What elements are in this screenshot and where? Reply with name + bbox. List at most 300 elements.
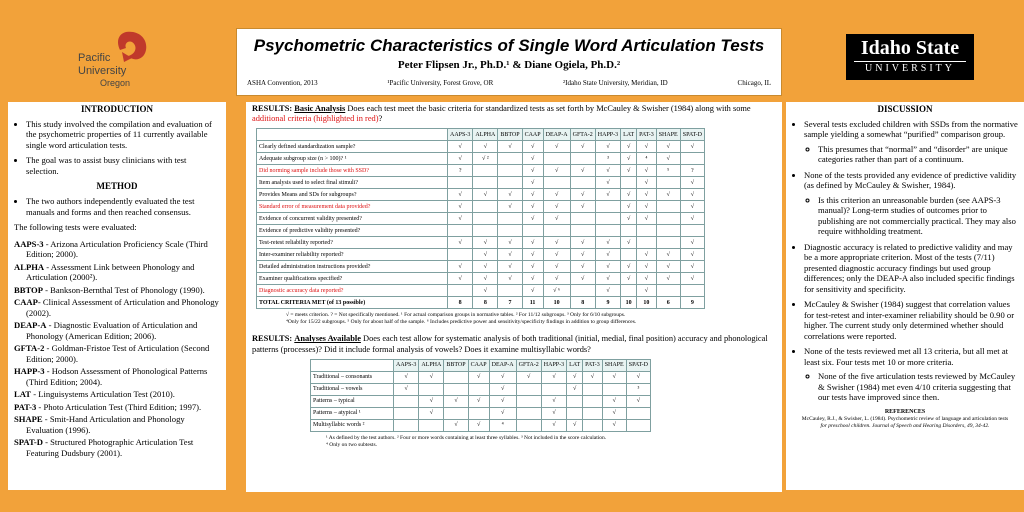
table-cell: √ — [637, 201, 657, 213]
analyses-available-table — [310, 359, 651, 432]
intro-bullet: • This study involved the compilation and evaluation of the psychometric properties of 11 currently available single word articulation tests. — [26, 119, 220, 150]
table-cell — [621, 177, 637, 189]
table-cell: √ — [680, 189, 704, 201]
table-cell: √ — [473, 261, 498, 273]
table-header-cell: GFTA-2 — [516, 359, 541, 371]
table-cell: √ — [656, 261, 680, 273]
total-cell: 6 — [656, 297, 680, 309]
table-cell: √ — [567, 371, 583, 383]
table-header-cell: BBTOP — [444, 359, 468, 371]
test-list-item — [14, 437, 220, 458]
table-cell — [637, 237, 657, 249]
table-total-row — [257, 297, 705, 309]
discussion-bullet — [804, 299, 1018, 341]
test-list-item — [14, 389, 220, 399]
table-cell: √ — [473, 237, 498, 249]
table-cell — [473, 177, 498, 189]
table-cell — [626, 419, 650, 431]
table-cell: √ — [543, 165, 570, 177]
discussion-heading: DISCUSSION — [877, 104, 933, 114]
row-label: Item analysis used to select final stimuli? — [257, 177, 448, 189]
table-header-cell: ALPHA — [419, 359, 444, 371]
table-cell: √ — [448, 237, 473, 249]
table-cell — [522, 225, 543, 237]
table-cell: √ — [419, 371, 444, 383]
discussion-text: Several tests excluded children with SSDs from the normative sample yielding a somewhat “purified” comparison group. — [804, 118, 1018, 140]
table-cell — [444, 371, 468, 383]
table-cell: √ — [656, 249, 680, 261]
table-cell — [394, 407, 419, 419]
table1-notes — [246, 309, 782, 326]
table-cell — [656, 225, 680, 237]
table-cell: √ — [522, 261, 543, 273]
table-cell — [570, 153, 595, 165]
table-cell: √ — [543, 201, 570, 213]
table-header-row — [257, 129, 705, 141]
table-cell: √ — [522, 213, 543, 225]
test-list-item — [14, 262, 220, 283]
discussion-text: Diagnostic accuracy is related to predictive validity and may be a more appropriate criterion. Most of the tests (7/11) presented diagnostic accuracy findings but used group differences; only the DEAP-A also included specific findings for sensitivity and specificity. — [804, 241, 1015, 294]
table-cell: √ — [498, 273, 522, 285]
table-cell: √ — [621, 261, 637, 273]
table-cell: √ — [541, 419, 566, 431]
table-header-blank — [257, 129, 448, 141]
table-cell — [444, 383, 468, 395]
table-cell: √ — [680, 201, 704, 213]
table-cell: √ — [444, 419, 468, 431]
table-cell — [543, 177, 570, 189]
table-row — [257, 225, 705, 237]
row-label: Patterns – typical — [311, 395, 394, 407]
method-list — [14, 196, 220, 217]
results2-sub: Analyses Available — [294, 334, 361, 344]
table-row — [257, 261, 705, 273]
table-cell: √ — [468, 371, 489, 383]
test-desc: - Assessment Link between Phonology and Articulation (2000²). — [26, 261, 195, 283]
total-cell: 10 — [637, 297, 657, 309]
test-desc: - Hodson Assessment of Phonological Patterns (Third Edition; 2004). — [26, 366, 208, 387]
row-label: Evidence of concurrent validity presented? — [257, 213, 448, 225]
table-cell: √ — [621, 237, 637, 249]
table-cell: √ — [656, 153, 680, 165]
table-header-cell: PAT-3 — [583, 359, 603, 371]
table-cell: √ — [621, 141, 637, 153]
table-cell — [583, 419, 603, 431]
table-cell: √ — [448, 213, 473, 225]
table-cell — [621, 285, 637, 297]
table-cell: √ — [522, 249, 543, 261]
table-cell: √ — [468, 419, 489, 431]
intro-list — [14, 119, 220, 176]
row-label: Multisyllabic words ² — [311, 419, 394, 431]
test-abbr: LAT — [14, 389, 32, 400]
table-cell: √ — [448, 189, 473, 201]
table-row — [311, 395, 651, 407]
table-cell: √ — [621, 189, 637, 201]
table-cell — [680, 285, 704, 297]
table-cell: √ — [489, 383, 516, 395]
table-header-cell: PAT-3 — [637, 129, 657, 141]
table-cell: √ — [602, 371, 626, 383]
table-cell — [656, 213, 680, 225]
left-column — [8, 102, 226, 490]
table-cell: √ — [570, 237, 595, 249]
test-desc: - Linguisystems Articulation Test (2010). — [31, 389, 175, 400]
table-cell: √ — [473, 141, 498, 153]
table-cell — [656, 177, 680, 189]
table-cell — [498, 153, 522, 165]
test-abbr: PAT-3 — [14, 401, 37, 412]
table-cell — [543, 225, 570, 237]
test-abbr: CAAP — [14, 297, 38, 308]
table-row — [257, 201, 705, 213]
table-cell — [516, 419, 541, 431]
table-row — [257, 189, 705, 201]
table-cell — [583, 383, 603, 395]
table-cell: √ — [595, 177, 620, 189]
table-cell: √ — [448, 201, 473, 213]
test-abbr: ALPHA — [14, 261, 45, 272]
logo-text-pacific: Pacific — [78, 52, 111, 64]
table-cell: √ — [656, 141, 680, 153]
affiliation-line — [237, 79, 781, 87]
test-list-item — [14, 239, 220, 260]
table-cell — [448, 225, 473, 237]
table-header-cell: CAAP — [468, 359, 489, 371]
discussion-text: None of the tests reviewed met all 13 criteria, but all met at least six. Four tests met 10 or more criteria. — [804, 346, 1009, 367]
table-cell: √ — [489, 371, 516, 383]
table-header-cell: ALPHA — [473, 129, 498, 141]
table-cell: √ — [522, 177, 543, 189]
table-cell: √ — [394, 371, 419, 383]
results1-label: RESULTS: — [252, 104, 293, 113]
table-cell — [656, 285, 680, 297]
table-cell: √ — [595, 141, 620, 153]
total-cell: 7 — [498, 297, 522, 309]
test-list-item — [14, 320, 220, 341]
table-header-cell: SHAPE — [656, 129, 680, 141]
table-header-row — [311, 359, 651, 371]
table-header-cell: DEAP-A — [543, 129, 570, 141]
table-row — [311, 419, 651, 431]
table-cell: √ — [602, 407, 626, 419]
table-cell — [498, 285, 522, 297]
table-cell: √ — [656, 273, 680, 285]
total-cell: 8 — [473, 297, 498, 309]
table-cell — [419, 419, 444, 431]
table-cell — [541, 383, 566, 395]
table-cell: ⁴ — [489, 419, 516, 431]
table-cell: √ — [595, 189, 620, 201]
table-cell: √ — [541, 395, 566, 407]
table-header-cell: CAAP — [522, 129, 543, 141]
table-cell: √ — [448, 153, 473, 165]
test-list-item — [14, 297, 220, 318]
logo-text-oregon: Oregon — [100, 78, 131, 88]
table-cell: √ — [621, 213, 637, 225]
table-cell — [516, 383, 541, 395]
table-cell: √ — [621, 165, 637, 177]
discussion-subbullet: ◦ Is this criterion an unreasonable burden (see AAPS-3 manual)? Long-term studies of outcomes prior to publishing are not commercially practical. They may also require withholding treatment. — [818, 195, 1018, 237]
table-cell: √ — [444, 395, 468, 407]
table-row — [257, 273, 705, 285]
discussion-text: None of the tests provided any evidence of predictive validity (as defined by McCauley & Swisher, 1984). — [804, 169, 1017, 191]
table-cell: √ ² — [473, 153, 498, 165]
table-cell: √ — [498, 189, 522, 201]
table-cell — [602, 383, 626, 395]
table-header-cell: SPAT-D — [626, 359, 650, 371]
test-desc: - Bankson-Bernthal Test of Phonology (1990). — [42, 284, 205, 295]
tests-intro: The following tests were evaluated: — [14, 222, 137, 233]
middle-column — [246, 102, 782, 492]
table-cell: √ — [522, 273, 543, 285]
table-header-cell: LAT — [621, 129, 637, 141]
table-cell: √ — [522, 285, 543, 297]
table-row — [257, 153, 705, 165]
table-header-cell: BBTOP — [498, 129, 522, 141]
discussion-sublist — [804, 371, 1018, 402]
table-cell — [595, 225, 620, 237]
affiliation-1: ¹Pacific University, Forest Grove, OR — [387, 79, 494, 87]
table-cell: √ — [621, 201, 637, 213]
table-cell — [567, 407, 583, 419]
table-cell: √ — [543, 237, 570, 249]
table2-note-2: ⁴ Only on two subtests. — [326, 441, 377, 448]
discussion-bullet — [804, 242, 1018, 294]
table-cell: √ — [595, 249, 620, 261]
idaho-state-logo — [846, 34, 974, 80]
table-cell — [473, 213, 498, 225]
table-cell — [444, 407, 468, 419]
table-cell — [473, 225, 498, 237]
table-cell — [583, 407, 603, 419]
table2-notes — [246, 432, 782, 449]
table-cell — [680, 153, 704, 165]
table-cell: √ — [448, 261, 473, 273]
row-label: Detailed administration instructions provided? — [257, 261, 448, 273]
row-label: Provides Means and SDs for subgroups? — [257, 189, 448, 201]
total-cell: 9 — [680, 297, 704, 309]
table-cell: √ — [448, 141, 473, 153]
table-cell: √ — [595, 237, 620, 249]
table-cell: √ — [468, 395, 489, 407]
table-cell: √ — [448, 273, 473, 285]
table-cell: √ — [489, 395, 516, 407]
table-cell — [621, 225, 637, 237]
table-cell: √ — [419, 395, 444, 407]
table-cell: √ — [656, 189, 680, 201]
results2-text: Does each test allow for systematic analysis of both traditional (initial, medial, final position) accuracy and phonological patterns (processes)? Did it include formal analysis of vowels? Does it examine multisyllabic words? — [252, 334, 768, 354]
table-cell: √ — [522, 153, 543, 165]
table-cell: √ — [394, 383, 419, 395]
row-label: Traditional – vowels — [311, 383, 394, 395]
table-cell: ? — [448, 165, 473, 177]
row-label: Evidence of predictive validity presented? — [257, 225, 448, 237]
table-cell: √ — [543, 273, 570, 285]
table-header-cell: HAPP-3 — [595, 129, 620, 141]
table-cell — [570, 213, 595, 225]
table-cell: √ — [473, 285, 498, 297]
table-cell: √ — [473, 249, 498, 261]
results1-intro — [246, 102, 782, 128]
table-cell: √ — [567, 419, 583, 431]
results2-intro — [246, 326, 782, 358]
table-cell: √ — [522, 237, 543, 249]
table-cell: √ — [570, 249, 595, 261]
discussion-bullet — [804, 346, 1018, 402]
table-cell — [498, 165, 522, 177]
reference-line-1: McCauley, R.J., & Swisher, L. (1984). Psychometric review of language and articulation tests — [801, 415, 1009, 422]
row-label: Clearly defined standardization sample? — [257, 141, 448, 153]
table-cell — [448, 177, 473, 189]
table-cell: √ — [680, 177, 704, 189]
test-desc: - Arizona Articulation Proficiency Scale (Third Edition; 2000). — [26, 238, 208, 260]
total-cell: 8 — [570, 297, 595, 309]
table-cell — [570, 285, 595, 297]
table-cell: √ — [626, 371, 650, 383]
poster-authors: Peter Flipsen Jr., Ph.D.¹ & Diane Ogiela, Ph.D.² — [397, 59, 621, 71]
table-row — [311, 371, 651, 383]
discussion-subbullet: ◦ This presumes that “normal” and “disorder” are unique categories rather than part of a continuum. — [818, 144, 1018, 165]
table-cell: √ — [637, 141, 657, 153]
table-cell: √ — [498, 141, 522, 153]
table-cell — [570, 177, 595, 189]
row-label: Diagnostic accuracy data reported? — [257, 285, 448, 297]
table-cell: √ — [570, 273, 595, 285]
intro-heading: INTRODUCTION — [80, 104, 153, 114]
row-label: Inter-examiner reliability reported? — [257, 249, 448, 261]
table-cell: √ ⁶ — [543, 285, 570, 297]
table-cell — [543, 153, 570, 165]
table-cell: √ — [637, 189, 657, 201]
discussion-subbullet: ◦ None of the five articulation tests reviewed by McCauley & Swisher (1984) met even 4/10 criteria suggesting that our tests have improved since then. — [818, 371, 1018, 402]
table-row — [311, 383, 651, 395]
table-cell: √ — [570, 141, 595, 153]
discussion-list — [792, 119, 1018, 403]
test-list — [14, 239, 220, 458]
table-cell: √ — [621, 153, 637, 165]
table-cell: √ — [541, 407, 566, 419]
table-row — [257, 213, 705, 225]
table-cell — [656, 201, 680, 213]
table-cell: √ — [680, 273, 704, 285]
table-cell: √ — [522, 189, 543, 201]
table-cell — [498, 177, 522, 189]
table-header-cell: AAPS-3 — [394, 359, 419, 371]
table-row — [311, 407, 651, 419]
row-label: Standard error of measurement data provided? — [257, 201, 448, 213]
table-cell: √ — [570, 201, 595, 213]
table-cell: √ — [637, 285, 657, 297]
table-row — [257, 237, 705, 249]
right-column — [786, 102, 1024, 490]
table-cell: √ — [570, 165, 595, 177]
table-cell: √ — [680, 141, 704, 153]
test-desc: - Structured Photographic Articulation Test Featuring Dudsbury (2001). — [26, 437, 194, 458]
table-cell — [468, 383, 489, 395]
table-cell: √ — [498, 201, 522, 213]
table-cell: √ — [637, 177, 657, 189]
table-cell — [498, 225, 522, 237]
row-label: Traditional – consonants — [311, 371, 394, 383]
table-cell — [516, 395, 541, 407]
test-abbr: AAPS-3 — [14, 238, 44, 249]
table-cell: √ — [626, 395, 650, 407]
table-row — [257, 165, 705, 177]
logo-university: UNIVERSITY — [854, 61, 966, 74]
results1-text: Does each test meet the basic criteria for standardized tests as set forth by McCauley & Swisher (1984) along with some — [345, 104, 751, 113]
table-row — [257, 285, 705, 297]
results1-end: ? — [378, 114, 383, 124]
total-cell: 10 — [621, 297, 637, 309]
table1-note-2: ⁴Only for 15/22 subgroups. ⁵ Only for about half of the sample. ⁶ Includes predictive power and sensitivity/specificity findings in addition to group differences. — [286, 319, 637, 326]
table-cell: √ — [473, 189, 498, 201]
total-cell: 9 — [595, 297, 620, 309]
results1-highlight: additional criteria (highlighted in red) — [252, 114, 379, 124]
table-header-blank — [311, 359, 394, 371]
table-cell: √ — [498, 261, 522, 273]
table-cell — [473, 201, 498, 213]
table-cell: √ — [498, 249, 522, 261]
table-cell — [583, 395, 603, 407]
poster-title: Psychometric Characteristics of Single Word Articulation Tests — [253, 36, 765, 55]
table-cell — [595, 213, 620, 225]
test-abbr: GFTA-2 — [14, 343, 45, 354]
table-cell: √ — [595, 261, 620, 273]
table-header-cell: HAPP-3 — [541, 359, 566, 371]
references-heading: REFERENCES — [884, 408, 926, 415]
test-list-item — [14, 285, 220, 295]
table-header-cell: LAT — [567, 359, 583, 371]
test-list-item — [14, 414, 220, 435]
discussion-text: McCauley & Swisher (1984) suggest that correlation values for test-retest and inter-examiner reliability should be 0.90 or higher. The current study only determined whether should correlations were reported. — [804, 299, 1015, 341]
basic-analysis-table — [256, 128, 705, 309]
table-cell: ⁵ — [656, 165, 680, 177]
table-header-cell: AAPS-3 — [448, 129, 473, 141]
table-cell: √ — [543, 261, 570, 273]
table-cell: √ — [543, 189, 570, 201]
table-cell: ³ — [595, 153, 620, 165]
test-list-item — [14, 366, 220, 387]
table-cell — [595, 201, 620, 213]
table-cell: √ — [637, 213, 657, 225]
table-cell: √ — [621, 273, 637, 285]
table-row — [257, 177, 705, 189]
row-label: Patterns – atypical ¹ — [311, 407, 394, 419]
table-cell — [621, 249, 637, 261]
table-cell: √ — [680, 237, 704, 249]
test-list-item — [14, 402, 220, 412]
table-header-cell: DEAP-A — [489, 359, 516, 371]
test-desc: - Photo Articulation Test (Third Edition; 1997). — [36, 401, 202, 412]
total-cell: 11 — [522, 297, 543, 309]
table-cell: √ — [595, 165, 620, 177]
table-cell: ⁴ — [637, 153, 657, 165]
results1-sub: Basic Analysis — [294, 104, 346, 113]
table-cell: √ — [595, 285, 620, 297]
discussion-bullet — [804, 170, 1018, 237]
table-cell: ³ — [626, 383, 650, 395]
table-cell: √ — [637, 273, 657, 285]
row-label: Did norming sample include those with SSD? — [257, 165, 448, 177]
table-cell — [498, 213, 522, 225]
table-cell: √ — [543, 213, 570, 225]
table-row — [257, 249, 705, 261]
table-cell: √ — [602, 395, 626, 407]
table-cell: √ — [543, 141, 570, 153]
table-cell — [419, 383, 444, 395]
table-cell: √ — [583, 371, 603, 383]
